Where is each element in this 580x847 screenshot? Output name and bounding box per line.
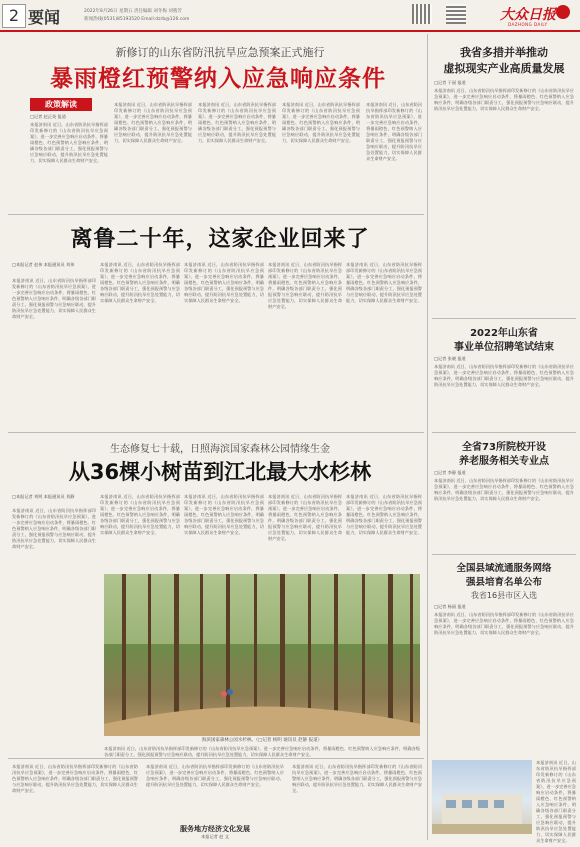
- story2-headline: 离鲁二十年，这家企业回来了: [70, 227, 370, 252]
- side1-body: 本报济南讯 近日，山东省防汛抗旱指挥部印发新修订的《山东省防汛抗旱应急预案》，进一步完善应急响应启动条件，将暴雨橙色、红色预警纳入应急响应条件，明确各级各部门职责分工，强化预报预警与应急响应联动，提升防汛抗旱应急处置能力，切实保障人民群众生命财产安全。: [434, 88, 574, 111]
- story2-body-col-5: 本报济南讯 近日，山东省防汛抗旱指挥部印发新修订的《山东省防汛抗旱应急预案》，进一步完善应急响应启动条件，将暴雨橙色、红色预警纳入应急响应条件，明确各级各部门职责分工，强化预报预警与应急响应联动，提升防汛抗旱应急处置能力，切实保障人民群众生命财产安全。: [346, 262, 422, 303]
- masthead-meta-2: 新闻热线(0531)85193520 Email:dzrb@126.com: [84, 17, 190, 22]
- side3-body: 本报济南讯 近日，山东省防汛抗旱指挥部印发新修订的《山东省防汛抗旱应急预案》，进一步完善应急响应启动条件，将暴雨橙色、红色预警纳入应急响应条件，明确各级各部门职责分工，强化预报预警与应急响应联动，提升防汛抗旱应急处置能力，切实保障人民群众生命财产安全。: [434, 478, 574, 501]
- divider: [8, 758, 424, 759]
- bottom-col-2: [146, 764, 284, 842]
- lead-body-col-1: 本报济南讯 近日，山东省防汛抗旱指挥部印发新修订的《山东省防汛抗旱应急预案》，进一步完善应急响应启动条件，将暴雨橙色、红色预警纳入应急响应条件，明确各级各部门职责分工，强化预报预警与应急响应联动，提升防汛抗旱应急处置能力，切实保障人民群众生命财产安全。: [30, 122, 108, 163]
- story3-headline: 从36棵小树苗到江北最大水杉林: [68, 460, 372, 484]
- story3-body-col-2: 本报济南讯 近日，山东省防汛抗旱指挥部印发新修订的《山东省防汛抗旱应急预案》，进一步完善应急响应启动条件，将暴雨橙色、红色预警纳入应急响应条件，明确各级各部门职责分工，强化预报预警与应急响应联动，提升防汛抗旱应急处置能力，切实保障人民群众生命财产安全。: [100, 494, 180, 535]
- story2-body-col-4: 本报济南讯 近日，山东省防汛抗旱指挥部印发新修订的《山东省防汛抗旱应急预案》，进一步完善应急响应启动条件，将暴雨橙色、红色预警纳入应急响应条件，明确各级各部门职责分工，强化预报预警与应急响应联动，提升防汛抗旱应急处置能力，切实保障人民群众生命财产安全。: [268, 262, 342, 309]
- qr-code-icon: [446, 4, 466, 24]
- page-number-box: [2, 4, 26, 28]
- story3-byline: □本报记者 刘明 本报通讯员 刘静: [12, 494, 75, 499]
- lead-byline: □记者 赵正英 报道: [30, 114, 66, 119]
- divider: [8, 432, 424, 433]
- sidebar-divider: [427, 34, 428, 840]
- section-label: 要闻: [28, 8, 61, 27]
- paper-name: 大众日报: [500, 7, 556, 23]
- lead-body-col-4: 本报济南讯 近日，山东省防汛抗旱指挥部印发新修订的《山东省防汛抗旱应急预案》，进一步完善应急响应启动条件，将暴雨橙色、红色预警纳入应急响应条件，明确各级各部门职责分工，强化预报预警与应急响应联动，提升防汛抗旱应急处置能力，切实保障人民群众生命财产安全。: [282, 102, 360, 143]
- story3-body-col-6: 本报济南讯 近日，山东省防汛抗旱指挥部印发新修订的《山东省防汛抗旱应急预案》，进一步完善应急响应启动条件，将暴雨橙色、红色预警纳入应急响应条件，明确各级各部门职责分工，强化预报预警与应急响应联动，提升防汛抗旱应急处置能力，切实保障人民群众生命财产安全。: [104, 746, 420, 757]
- bottom-col-2-text: 本报济南讯 近日，山东省防汛抗旱指挥部印发新修订的《山东省防汛抗旱应急预案》，进一步完善应急响应启动条件，将暴雨橙色、红色预警纳入应急响应条件，明确各级各部门职责分工，强化预报预警与应急响应联动，提升防汛抗旱应急处置能力，切实保障人民群众生命财产安全。: [146, 764, 284, 787]
- bottom-col-1: 本报济南讯 近日，山东省防汛抗旱指挥部印发新修订的《山东省防汛抗旱应急预案》，进一步完善应急响应启动条件，将暴雨橙色、红色预警纳入应急响应条件，明确各级各部门职责分工，强化预报预警与应急响应联动，提升防汛抗旱应急处置能力，切实保障人民群众生命财产安全。: [12, 764, 138, 793]
- side3-byline: □记者 李静 报道: [434, 470, 466, 475]
- qr-code-icon: [412, 4, 432, 24]
- lead-body-col-2: 本报济南讯 近日，山东省防汛抗旱指挥部印发新修订的《山东省防汛抗旱应急预案》，进一步完善应急响应启动条件，将暴雨橙色、红色预警纳入应急响应条件，明确各级各部门职责分工，强化预报预警与应急响应联动，提升防汛抗旱应急处置能力，切实保障人民群众生命财产安全。: [114, 102, 192, 143]
- divider: [432, 432, 576, 433]
- masthead-rule: [0, 30, 580, 32]
- lead-kicker: 新修订的山东省防汛抗旱应急预案正式施行: [115, 46, 325, 59]
- story3-body-col-3: 本报济南讯 近日，山东省防汛抗旱指挥部印发新修订的《山东省防汛抗旱应急预案》，进一步完善应急响应启动条件，将暴雨橙色、红色预警纳入应急响应条件，明确各级各部门职责分工，强化预报预警与应急响应联动，提升防汛抗旱应急处置能力，切实保障人民群众生命财产安全。: [184, 494, 264, 535]
- masthead: [0, 0, 580, 36]
- sidebar-photo: [432, 760, 532, 834]
- side4-headline-2: 强县培育名单公布: [465, 577, 542, 588]
- policy-badge-label: 政策解读: [45, 100, 77, 109]
- side1-byline: □记者 于丽 报道: [434, 80, 466, 85]
- photo-caption: 海滨国家森林公园水杉林。（□记者 杨明 通讯员 赵静 报道）: [201, 738, 323, 743]
- side4-byline: □记者 杨丽 报道: [434, 604, 466, 609]
- story2-body-col-2: 本报济南讯 近日，山东省防汛抗旱指挥部印发新修订的《山东省防汛抗旱应急预案》，进一步完善应急响应启动条件，将暴雨橙色、红色预警纳入应急响应条件，明确各级各部门职责分工，强化预报预警与应急响应联动，提升防汛抗旱应急处置能力，切实保障人民群众生命财产安全。: [100, 262, 180, 303]
- lead-body-col-5: 本报济南讯 近日，山东省防汛抗旱指挥部印发新修订的《山东省防汛抗旱应急预案》，进一步完善应急响应启动条件，将暴雨橙色、红色预警纳入应急响应条件，明确各级各部门职责分工，强化预报预警与应急响应联动，提升防汛抗旱应急处置能力，切实保障人民群众生命财产安全。: [366, 102, 422, 161]
- side2-headline-2: 事业单位招聘笔试结束: [454, 342, 554, 353]
- divider: [432, 318, 576, 319]
- story3-body-col-5: 本报济南讯 近日，山东省防汛抗旱指挥部印发新修订的《山东省防汛抗旱应急预案》，进一步完善应急响应启动条件，将暴雨橙色、红色预警纳入应急响应条件，明确各级各部门职责分工，强化预报预警与应急响应联动，提升防汛抗旱应急处置能力，切实保障人民群众生命财产安全。: [346, 494, 422, 535]
- bottom-col-3: 本报济南讯 近日，山东省防汛抗旱指挥部印发新修订的《山东省防汛抗旱应急预案》，进一步完善应急响应启动条件，将暴雨橙色、红色预警纳入应急响应条件，明确各级各部门职责分工，强化预报预警与应急响应联动，提升防汛抗旱应急处置能力，切实保障人民群众生命财产安全。: [292, 764, 422, 793]
- side4-headline-1: 全国县域流通服务网络: [456, 563, 552, 574]
- side1-headline-1: 我省多措并举推动: [460, 46, 548, 59]
- policy-badge: [30, 98, 92, 111]
- divider: [8, 214, 424, 215]
- story2-body-col-3: 本报济南讯 近日，山东省防汛抗旱指挥部印发新修订的《山东省防汛抗旱应急预案》，进一步完善应急响应启动条件，将暴雨橙色、红色预警纳入应急响应条件，明确各级各部门职责分工，强化预报预警与应急响应联动，提升防汛抗旱应急处置能力，切实保障人民群众生命财产安全。: [184, 262, 264, 303]
- story3-kicker: 生态修复七十载，日照海滨国家森林公园情缘生金: [110, 444, 330, 455]
- page-number: 2: [8, 6, 20, 25]
- side3-headline-1: 全省73所院校开设: [462, 442, 546, 453]
- bottom-title: 服务地方经济文化发展: [180, 825, 250, 833]
- story2-body-col-1: 本报济南讯 近日，山东省防汛抗旱指挥部印发新修订的《山东省防汛抗旱应急预案》，进一步完善应急响应启动条件，将暴雨橙色、红色预警纳入应急响应条件，明确各级各部门职责分工，强化预报预警与应急响应联动，提升防汛抗旱应急处置能力，切实保障人民群众生命财产安全。: [12, 278, 96, 319]
- story2-byline: □本报记者 赵伟 本报通讯员 刘伟: [12, 262, 75, 267]
- lead-headline: 暴雨橙红预警纳入应急响应条件: [50, 66, 386, 92]
- paper-logo-icon: [556, 5, 570, 19]
- side2-headline-1: 2022年山东省: [470, 328, 538, 339]
- divider: [432, 554, 576, 555]
- story3-body-col-1: 本报济南讯 近日，山东省防汛抗旱指挥部印发新修订的《山东省防汛抗旱应急预案》，进一步完善应急响应启动条件，将暴雨橙色、红色预警纳入应急响应条件，明确各级各部门职责分工，强化预报预警与应急响应联动，提升防汛抗旱应急处置能力，切实保障人民群众生命财产安全。: [12, 508, 96, 549]
- bottom-subtitle: 本报记者 赵 文: [201, 834, 229, 839]
- side1-headline-2: 虚拟现实产业高质量发展: [443, 62, 565, 75]
- forest-trees-illustration: [104, 574, 420, 736]
- side4-body: 本报济南讯 近日，山东省防汛抗旱指挥部印发新修订的《山东省防汛抗旱应急预案》，进一步完善应急响应启动条件，将暴雨橙色、红色预警纳入应急响应条件，明确各级各部门职责分工，强化预报预警与应急响应联动，提升防汛抗旱应急处置能力，切实保障人民群众生命财产安全。: [434, 612, 574, 635]
- building-illustration: [432, 760, 532, 834]
- side4-headline-3: 我省16县市区入选: [470, 591, 538, 600]
- side2-body: 本报济南讯 近日，山东省防汛抗旱指挥部印发新修订的《山东省防汛抗旱应急预案》，进一步完善应急响应启动条件，将暴雨橙色、红色预警纳入应急响应条件，明确各级各部门职责分工，强化预报预警与应急响应联动，提升防汛抗旱应急处置能力，切实保障人民群众生命财产安全。: [434, 364, 574, 387]
- paper-subname: DAZHONG DAILY: [508, 22, 548, 27]
- forest-photo: [104, 574, 420, 736]
- story3-body-col-4: 本报济南讯 近日，山东省防汛抗旱指挥部印发新修订的《山东省防汛抗旱应急预案》，进一步完善应急响应启动条件，将暴雨橙色、红色预警纳入应急响应条件，明确各级各部门职责分工，强化预报预警与应急响应联动，提升防汛抗旱应急处置能力，切实保障人民群众生命财产安全。: [268, 494, 342, 541]
- lead-body-col-3: 本报济南讯 近日，山东省防汛抗旱指挥部印发新修订的《山东省防汛抗旱应急预案》，进一步完善应急响应启动条件，将暴雨橙色、红色预警纳入应急响应条件，明确各级各部门职责分工，强化预报预警与应急响应联动，提升防汛抗旱应急处置能力，切实保障人民群众生命财产安全。: [198, 102, 276, 143]
- side2-byline: □记者 张晓 报道: [434, 356, 466, 361]
- side3-headline-2: 养老服务相关专业点: [459, 456, 549, 467]
- sidebar-photo-text: 本报济南讯 近日，山东省防汛抗旱指挥部印发新修订的《山东省防汛抗旱应急预案》，进一步完善应急响应启动条件，将暴雨橙色、红色预警纳入应急响应条件，明确各级各部门职责分工，强化预报预警与应急响应联动，提升防汛抗旱应急处置能力，切实保障人民群众生命财产安全。: [536, 760, 576, 843]
- masthead-meta-1: 2022年8月26日 星期五 责任编辑 刘冬梅 刘燕芳: [84, 9, 182, 14]
